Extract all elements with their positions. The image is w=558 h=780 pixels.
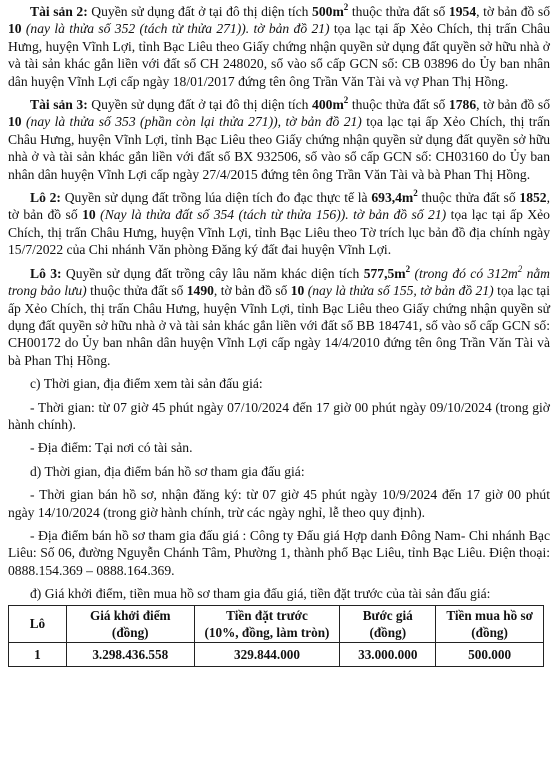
lot-2-area: $693,4m^2$ [371,188,418,206]
lot-3-map: 10 [290,283,305,299]
section-c-place: - Địa điểm: Tại nơi có tài sản. [30,440,193,456]
asset-2-parcel: 1954 [448,4,477,19]
asset-3-parcel: 1786 [448,97,477,113]
asset-2-area: $500m^2$ [312,2,349,19]
header-bid-step: Bước giá (đồng) [340,605,436,642]
lot-3-text: Quyền sử dụng đất trồng cây lâu năm khác diện tích [61,265,364,281]
cell-dossier-fee: 500.000 [436,642,544,666]
asset-2-label: Tài sản 2: [30,4,88,19]
header-dossier-fee: Tiền mua hồ sơ (đồng) [436,605,544,642]
lot-2-parcel: 1852 [519,190,547,206]
lot-2-note: (Nay là thửa đất số 354 (tách từ thửa 156)). tờ bản đồ số 21) [95,207,447,223]
asset-3-paragraph: Tài sản 3: Quyền sử dụng đất ở tại đô thị diện tích $400m^2$ thuộc thửa đất số 1786, tờ bản đồ số 10 (nay là thửa số 353 (phần còn lại thửa 271)), tờ bản đồ 21) tọa lạc tại ấp Xẻo Chích, thị trấn Châu Hưng, huyện Vĩnh Lợi, tỉnh Bạc Liêu theo Giấy chứng nhận quyền sử dụng đất quyền sở hữu nhà ở và tài sản khác gắn liền với đất số BX 932506, số vào sổ cấp GCN số: CH03160 do Ủy ban nhân dân huyện Vĩnh Lợi cấp ngày 27/4/2015 đứng tên ông Trần Văn Tài và bà Phan Thị Hồng. [8,95,550,182]
lot-2-text: Quyền sử dụng đất trồng lúa diện tích đo đạc thực tế là [60,190,372,206]
header-lot: Lô [9,605,67,642]
lot-3-label: Lô 3: [30,265,62,281]
section-d-heading: d) Thời gian, địa điểm bán hồ sơ tham gia đấu giá: [30,463,305,479]
section-c-heading: c) Thời gian, địa điểm xem tài sản đấu giá: [30,376,263,392]
table-header-row [9,605,544,642]
asset-3-area: $400m^2$ [312,95,349,113]
header-deposit: Tiền đặt trước (10%, đồng, làm tròn) [194,605,340,642]
lot-3-note: (nay là thửa số 155, tờ bản đồ 21) [304,283,494,299]
asset-3-text: Quyền sử dụng đất ở tại đô thị diện tích [87,97,313,113]
section-dd-heading: đ) Giá khởi điểm, tiền mua hồ sơ tham gia đấu giá, tiền đặt trước của tài sản đấu giá: [30,586,491,602]
asset-3-label: Tài sản 3: [30,97,88,113]
lot-3-reserve-note: (trong đó có $312m^2$ nằm trong bảo lưu) [8,263,550,299]
lot-3-parcel: 1490 [186,283,214,299]
lot-2-label: Lô 2: [30,190,61,206]
lot-3-area: $577,5m^2$ [363,263,411,281]
asset-3-map: 10 [8,114,22,130]
lot-2-map: 10 [82,207,96,223]
asset-2-map: 10 [8,21,22,37]
section-d-time: - Thời gian bán hồ sơ, nhận đăng ký: từ 07 giờ 45 phút ngày 10/9/2024 đến 17 giờ 00 phút ngày 14/10/2024 (trong giờ hành chính, trừ các ngày nghỉ, lễ theo quy định). [8,487,550,520]
cell-bid-step: 33.000.000 [340,642,436,666]
cell-deposit: 329.844.000 [194,642,340,666]
table-row [9,642,544,666]
auction-price-table [8,605,544,667]
asset-3-note: (nay là thửa số 353 (phần còn lại thửa 271)), tờ bản đồ 21) [21,114,362,130]
cell-lot: 1 [9,642,67,666]
asset-2-note: (nay là thửa số 352 (tách từ thửa 271)). tờ bản đồ 21) [21,21,330,37]
cell-starting-price: 3.298.436.558 [66,642,194,666]
section-c-time: - Thời gian: từ 07 giờ 45 phút ngày 07/10/2024 đến 17 giờ 00 phút ngày 09/10/2024 (trong giờ hành chính). [8,399,550,432]
asset-2-paragraph: Tài sản 2: Quyền sử dụng đất ở tại đô thị diện tích $500m^2$ thuộc thửa đất số 1954, tờ bản đồ số 10 (nay là thửa số 352 (tách từ thửa 271)). tờ bản đồ 21) tọa lạc tại ấp Xẻo Chích, thị trấn Châu Hưng, huyện Vĩnh Lợi, tỉnh Bạc Liêu theo Giấy chứng nhận quyền sử dụng đất quyền sở hữu nhà ở và tài sản khác gắn liền với đất số CH 248020, số vào sổ cấp GCN số: CB 03896 do Ủy ban nhân dân huyện Vĩnh Lợi cấp ngày 18/01/2017 đứng tên ông Trần Văn Tài và vợ Phan Thị Hồng. [8,2,551,89]
lot-2-paragraph: Lô 2: Quyền sử dụng đất trồng lúa diện tích đo đạc thực tế là $693,4m^2$ thuộc thửa đất số 1852, tờ bản đồ số 10 (Nay là thửa đất số 354 (tách từ thửa 156)). tờ bản đồ số 21) tọa lạc tại ấp Xẻo Chích, thị trấn Châu Hưng, huyện Vĩnh Lợi, tỉnh Bạc Liêu theo Tờ trích lục bản đồ địa chính ngày 15/7/2022 của Chi nhánh Văn phòng Đăng ký đất đai huyện Vĩnh Lợi. [8,188,550,258]
section-d-place: - Địa điểm bán hồ sơ tham gia đấu giá : Công ty Đấu giá Hợp danh Đông Nam- Chi nhánh Bạc Liêu: Số 06, đường Nguyễn Chánh Tâm, Phường 1, thành phố Bạc Liêu, tỉnh Bạc Liêu. Điện thoại: 0888.154.369 – 0888.164.369. [8,527,550,578]
lot-3-paragraph: Lô 3: Quyền sử dụng đất trồng cây lâu năm khác diện tích $577,5m^2$ (trong đó có $312m^2$ nằm trong bảo lưu) thuộc thửa đất số 1490, tờ bản đồ số 10 (nay là thửa số 155, tờ bản đồ 21) tọa lạc tại ấp Xẻo Chích, thị trấn Châu Hưng, huyện Vĩnh Lợi, tỉnh Bạc Liêu theo Giấy chứng nhận quyền sử dụng đất quyền sở hữu nhà ở và tài sản khác gắn liền với đất số BB 184741, số vào sổ cấp GCN số: CH00172 do Ủy ban nhân dân huyện Vĩnh Lợi cấp ngày 14/4/2010 đứng tên ông Trần Văn Tài và bà Phan Thị Hồng. [8,263,550,368]
asset-2-text: Quyền sử dụng đất ở tại đô thị diện tích [87,4,313,19]
header-starting-price: Giá khởi điểm (đồng) [66,605,194,642]
